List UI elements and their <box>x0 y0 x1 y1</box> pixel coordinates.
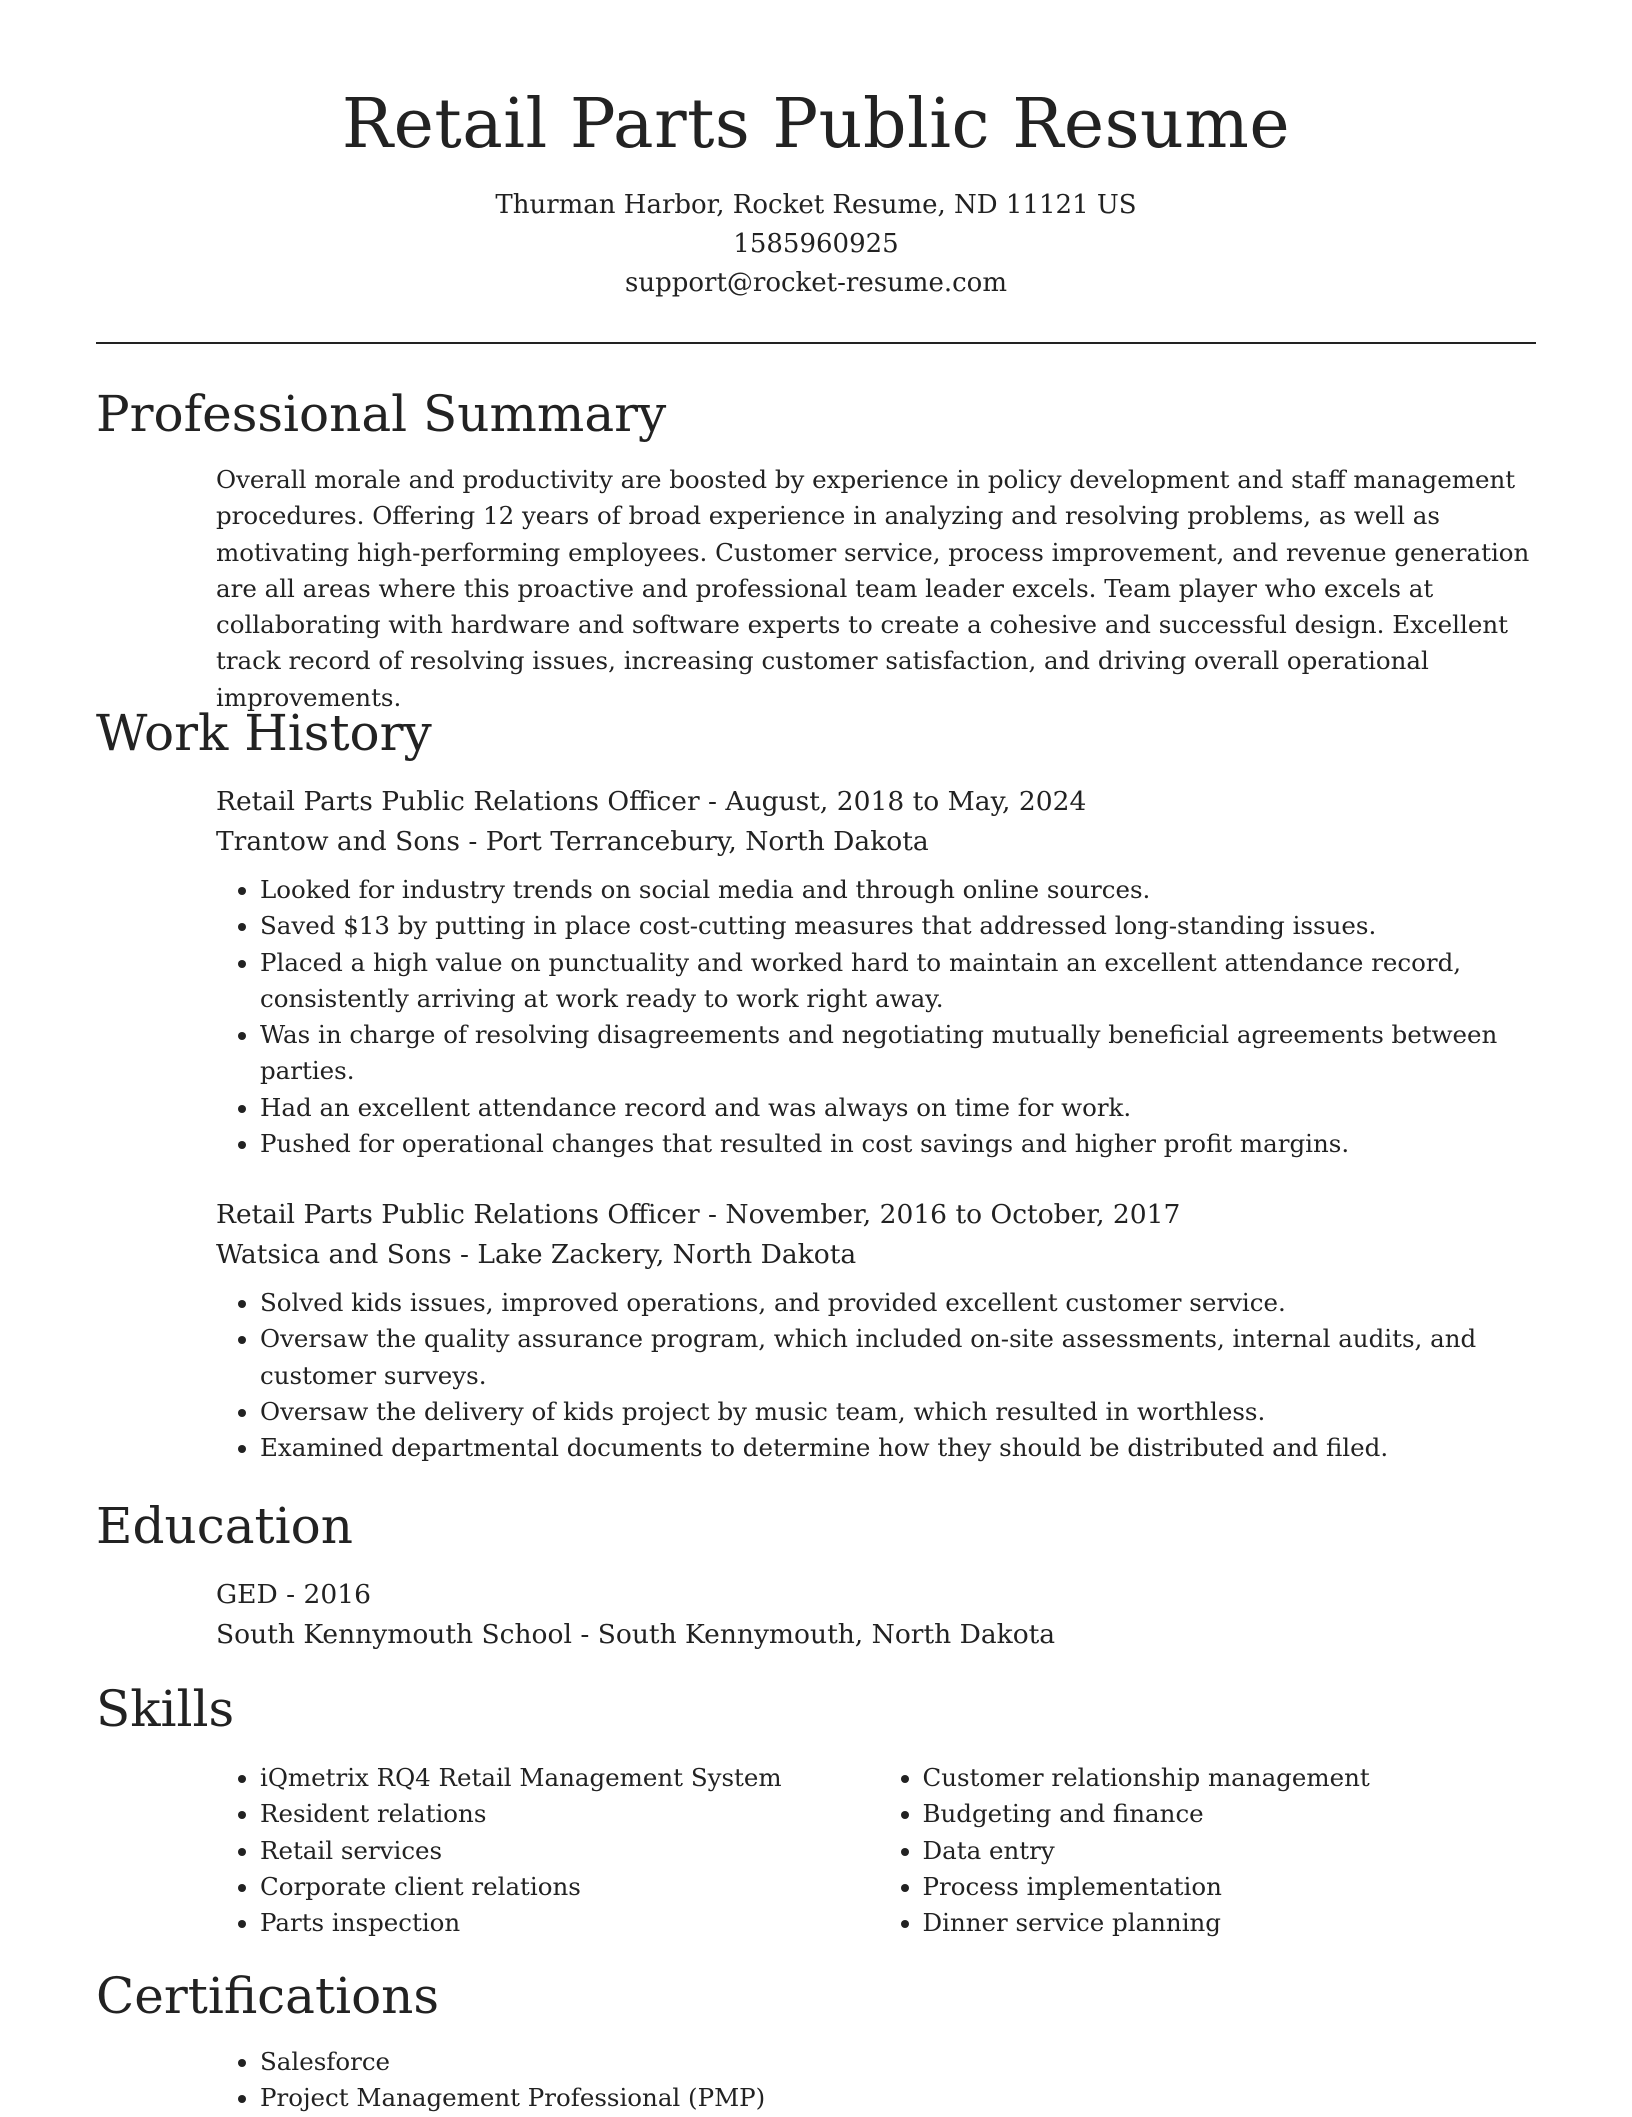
list-item: • Looked for industry trends on social media and through online sources. <box>260 872 1541 908</box>
work-history-heading: Work History <box>96 704 432 762</box>
job-title: Retail Parts Public Relations Officer <box>216 1199 700 1230</box>
company-location: - Port Terrancebury, North Dakota <box>459 826 929 857</box>
phone: 1585960925 <box>733 229 899 259</box>
contact-info <box>96 186 1536 303</box>
job-bullets <box>216 872 1541 1162</box>
skills-column-right <box>879 1760 1542 1941</box>
school-line <box>216 1615 1541 1655</box>
school-name: South Kennymouth School <box>216 1619 572 1650</box>
school-location: - South Kennymouth, North Dakota <box>571 1619 1056 1650</box>
job-title-line <box>216 782 1541 822</box>
list-item: • Pushed for operational changes that resulted in cost savings and higher profit margins. <box>260 1126 1541 1162</box>
resume-header <box>96 80 1536 303</box>
list-item: • Dinner service planning <box>923 1905 1542 1941</box>
degree-line: GED - 2016 <box>216 1579 372 1610</box>
job-title-line <box>216 1195 1541 1235</box>
summary-heading: Professional Summary <box>96 385 667 443</box>
job-company-line <box>216 822 1541 862</box>
address: Thurman Harbor, Rocket Resume, ND 11121 US <box>495 190 1137 220</box>
list-item: • Salesforce <box>260 2044 1541 2080</box>
list-item: • Parts inspection <box>260 1905 879 1941</box>
list-item: • Examined departmental documents to determine how they should be distributed and filed. <box>260 1430 1541 1466</box>
skills-heading: Skills <box>96 1680 235 1738</box>
job-entry <box>216 782 1541 1162</box>
job-company-line <box>216 1235 1541 1275</box>
job-title: Retail Parts Public Relations Officer <box>216 786 700 817</box>
list-item: • Budgeting and finance <box>923 1796 1542 1832</box>
job-bullets <box>216 1285 1541 1466</box>
summary-section <box>216 462 1541 716</box>
certifications-items <box>216 2044 1541 2117</box>
list-item: • Resident relations <box>260 1796 879 1832</box>
list-item: • Was in charge of resolving disagreements and negotiating mutually beneficial agreements between parties. <box>260 1017 1541 1090</box>
list-item: • Retail services <box>260 1833 879 1869</box>
candidate-name: Retail Parts Public Resume <box>341 85 1291 164</box>
company-name: Watsica and Sons <box>216 1239 452 1270</box>
list-item: • Oversaw the delivery of kids project by music team, which resulted in worthless. <box>260 1394 1541 1430</box>
list-item: • Solved kids issues, improved operations, and provided excellent customer service. <box>260 1285 1541 1321</box>
header-divider <box>96 342 1536 344</box>
list-item: • Data entry <box>923 1833 1542 1869</box>
list-item: • Process implementation <box>923 1869 1542 1905</box>
skills-column-left <box>216 1760 879 1941</box>
job-entry <box>216 1195 1541 1466</box>
job-dates: - August, 2018 to May, 2024 <box>699 786 1087 817</box>
summary-text: Overall morale and productivity are boosted by experience in policy development and staff management procedures. Offering 12 years of broad experience in analyzing and resolving problems, as well as motivating high-performing employees. Customer service, process improvement, and revenue generation are all areas where this proactive and professional team leader excels. Team player who excels at collaborating with hardware and software experts to create a cohesive and successful design. Excellent track record of resolving issues, increasing customer satisfaction, and driving overall operational improvements. <box>216 465 1530 712</box>
list-item: • iQmetrix RQ4 Retail Management System <box>260 1760 879 1796</box>
education-entry <box>216 1575 1541 1655</box>
certifications-heading: Certifications <box>96 1967 440 2025</box>
certifications-list <box>216 2044 1541 2117</box>
company-location: - Lake Zackery, North Dakota <box>451 1239 857 1270</box>
skills-list <box>216 1760 1541 1941</box>
email: support@rocket-resume.com <box>624 268 1007 298</box>
education-heading: Education <box>96 1497 353 1555</box>
company-name: Trantow and Sons <box>216 826 460 857</box>
list-item: • Corporate client relations <box>260 1869 879 1905</box>
job-dates: - November, 2016 to October, 2017 <box>699 1199 1181 1230</box>
list-item: • Oversaw the quality assurance program, which included on-site assessments, internal audits, and customer surveys. <box>260 1321 1541 1394</box>
list-item: • Had an excellent attendance record and was always on time for work. <box>260 1090 1541 1126</box>
list-item: • Customer relationship management <box>923 1760 1542 1796</box>
list-item: • Placed a high value on punctuality and worked hard to maintain an excellent attendance record, consistently arriving at work ready to work right away. <box>260 945 1541 1018</box>
list-item: • Project Management Professional (PMP) <box>260 2080 1541 2116</box>
list-item: • Saved $13 by putting in place cost-cutting measures that addressed long-standing issues. <box>260 908 1541 944</box>
